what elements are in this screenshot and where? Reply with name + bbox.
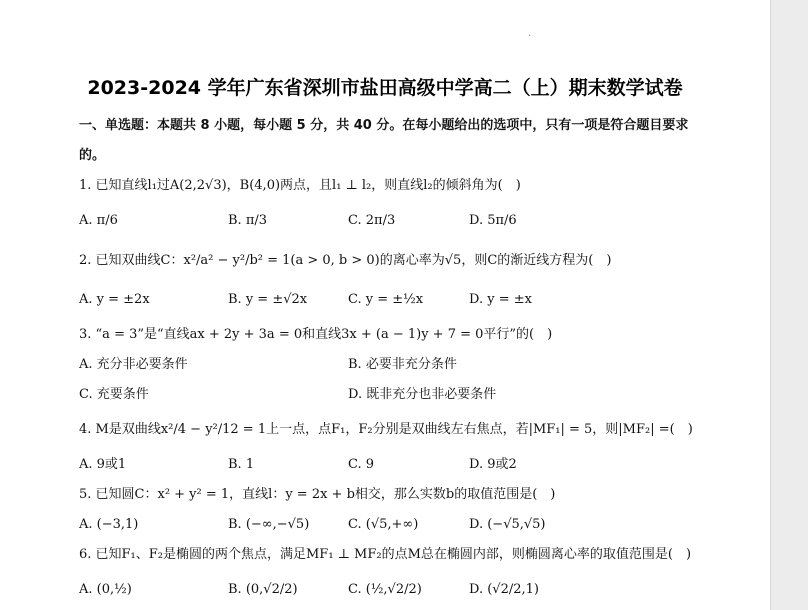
- question-6: 6. 已知F₁、F₂是椭圆的两个焦点，满足MF₁ ⊥ MF₂的点M总在椭圆内部，则椭圆离心率的取值范围是( ): [79, 547, 692, 562]
- q4-option-b: B. 1: [228, 457, 255, 472]
- q1-option-a: A. π/6: [79, 213, 118, 228]
- q1-option-d: D. 5π/6: [469, 213, 517, 228]
- q3-option-c: C. 充要条件: [79, 387, 149, 402]
- q6-option-a: A. (0,½): [79, 582, 132, 597]
- q5-option-c: C. (√5,+∞): [348, 517, 419, 532]
- question-3: 3. “a = 3”是“直线ax + 2y + 3a = 0和直线3x + (a − 1)y + 7 = 0平行”的( ): [79, 327, 553, 342]
- q6-option-c: C. (½,√2/2): [348, 582, 422, 597]
- q4-option-a: A. 9或1: [79, 457, 127, 472]
- q4-option-d: D. 9或2: [469, 457, 517, 472]
- q3-option-d: D. 既非充分也非必要条件: [348, 387, 497, 402]
- q2-option-c: C. y = ±½x: [348, 292, 424, 307]
- q3-option-b: B. 必要非充分条件: [348, 357, 457, 372]
- q1-option-c: C. 2π/3: [348, 213, 396, 228]
- exam-title: 2023-2024 学年广东省深圳市盐田高级中学高二（上）期末数学试卷: [87, 77, 683, 99]
- q5-option-d: D. (−√5,√5): [469, 517, 546, 532]
- q4-option-c: C. 9: [348, 457, 375, 472]
- q2-option-a: A. y = ±2x: [79, 292, 150, 307]
- section-heading-line2: 的。: [79, 148, 106, 163]
- q6-option-d: D. (√2/2,1): [469, 582, 539, 597]
- question-1: 1. 已知直线l₁过A(2,2√3)，B(4,0)两点，且l₁ ⊥ l₂，则直线l₂的倾斜角为( ): [79, 178, 521, 193]
- q5-option-a: A. (−3,1): [79, 517, 139, 532]
- question-5: 5. 已知圆C：x² + y² = 1，直线l：y = 2x + b相交，那么实数b的取值范围是( ): [79, 487, 556, 502]
- question-2: 2. 已知双曲线C：x²/a² − y²/b² = 1(a > 0, b > 0)的离心率为√5，则C的渐近线方程为( ): [79, 253, 612, 268]
- q2-option-d: D. y = ±x: [469, 292, 532, 307]
- q1-option-b: B. π/3: [228, 213, 268, 228]
- question-4: 4. M是双曲线x²/4 − y²/12 = 1上一点，点F₁，F₂分别是双曲线左右焦点，若|MF₁| = 5，则|MF₂| =( ): [79, 422, 693, 437]
- q6-option-b: B. (0,√2/2): [228, 582, 298, 597]
- q2-option-b: B. y = ±√2x: [228, 292, 308, 307]
- q5-option-b: B. (−∞,−√5): [228, 517, 310, 532]
- viewer-side-panel: [770, 0, 808, 610]
- q3-option-a: A. 充分非必要条件: [79, 357, 188, 372]
- page-mark: ·: [528, 31, 532, 42]
- section-heading-line1: 一、单选题：本题共 8 小题，每小题 5 分，共 40 分。在每小题给出的选项中，只有一项是符合题目要求: [79, 118, 689, 133]
